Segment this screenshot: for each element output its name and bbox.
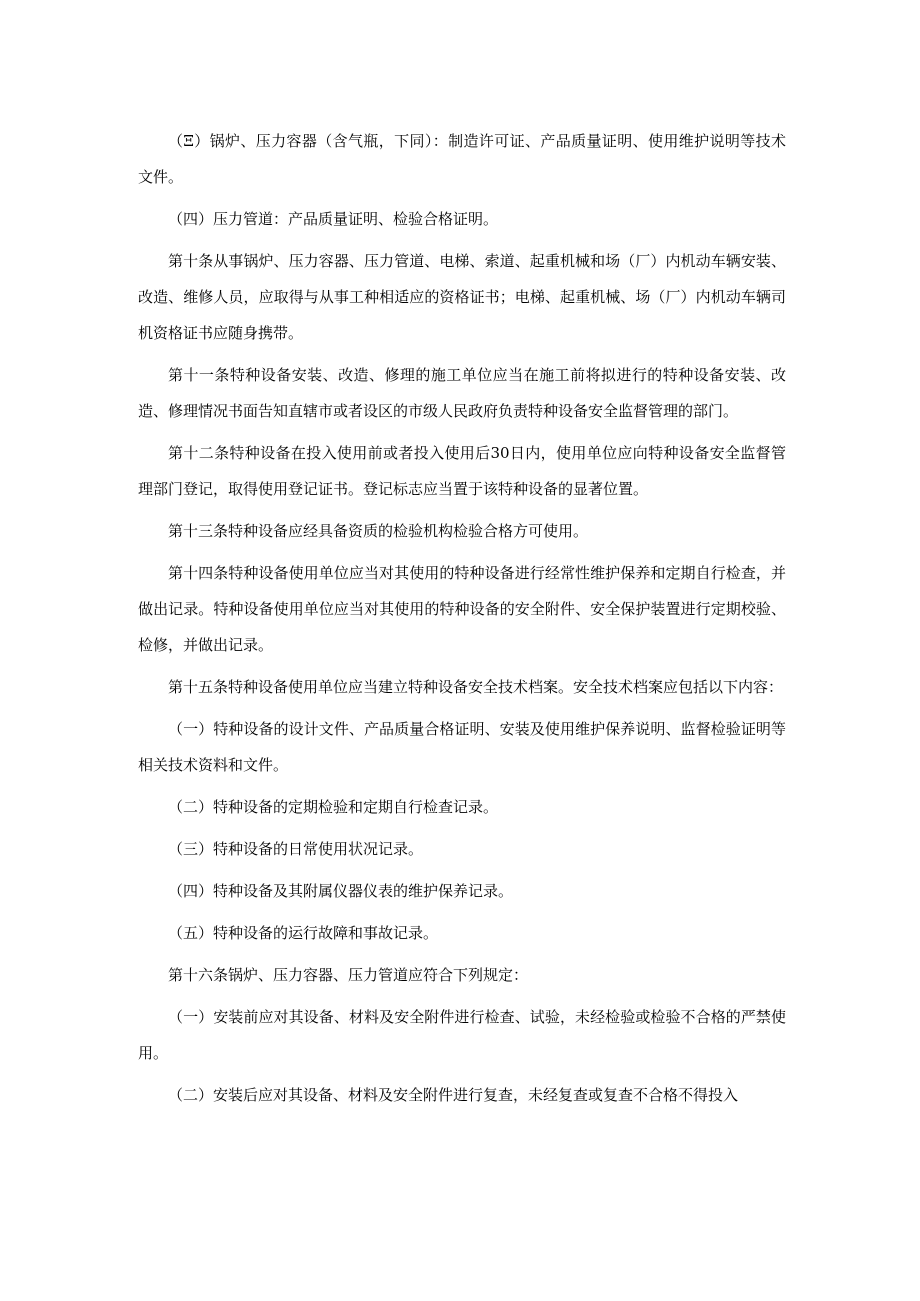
paragraph-1: （Ξ）锅炉、压力容器（含气瓶，下同）：制造许可证、产品质量证明、使用维护说明等技术文件。: [138, 132, 786, 186]
paragraph-12: （四）特种设备及其附属仪器仪表的维护保养记录。: [168, 882, 514, 900]
paragraph-14: 第十六条锅炉、压力容器、压力管道应符合下列规定：: [168, 966, 529, 984]
paragraph-15: （一）安装前应对其设备、材料及安全附件进行检查、试验，未经检验或检验不合格的严禁使用。: [138, 1008, 786, 1062]
paragraph-8: 第十五条特种设备使用单位应当建立特种设备安全技术档案。安全技术档案应包括以下内容：: [168, 678, 784, 696]
paragraph-6: 第十三条特种设备应经具备资质的检验机构检验合格方可使用。: [168, 522, 589, 540]
paragraph-9: （一）特种设备的设计文件、产品质量合格证明、安装及使用维护保养说明、监督检验证明等相关技术资料和文件。: [138, 720, 786, 774]
paragraph-16: （二）安装后应对其设备、材料及安全附件进行复查，未经复查或复查不合格不得投入: [168, 1086, 739, 1104]
paragraph-11: （三）特种设备的日常使用状况记录。: [168, 840, 424, 858]
paragraph-2: （四）压力管道：产品质量证明、检验合格证明。: [168, 210, 499, 228]
document-body: [138, 123, 786, 1119]
paragraph-3: 第十条从事锅炉、压力容器、压力管道、电梯、索道、起重机械和场（厂）内机动车辆安装、改造、维修人员，应取得与从事工种相适应的资格证书；电梯、起重机械、场（厂）内机动车辆司机资格证书应随身携带。: [138, 252, 786, 342]
paragraph-4: 第十一条特种设备安装、改造、修理的施工单位应当在施工前将拟进行的特种设备安装、改造、修理情况书面告知直辖市或者设区的市级人民政府负责特种设备安全监督管理的部门。: [138, 366, 786, 420]
paragraph-5: 第十二条特种设备在投入使用前或者投入使用后30日内，使用单位应向特种设备安全监督管理部门登记，取得使用登记证书。登记标志应当置于该特种设备的显著位置。: [138, 444, 786, 498]
paragraph-10: （二）特种设备的定期检验和定期自行检查记录。: [168, 798, 499, 816]
paragraph-7: 第十四条特种设备使用单位应当对其使用的特种设备进行经常性维护保养和定期自行检查，并做出记录。特种设备使用单位应当对其使用的特种设备的安全附件、安全保护装置进行定期校验、检修，并做出记录。: [138, 564, 786, 654]
paragraph-13: （五）特种设备的运行故障和事故记录。: [168, 924, 439, 942]
